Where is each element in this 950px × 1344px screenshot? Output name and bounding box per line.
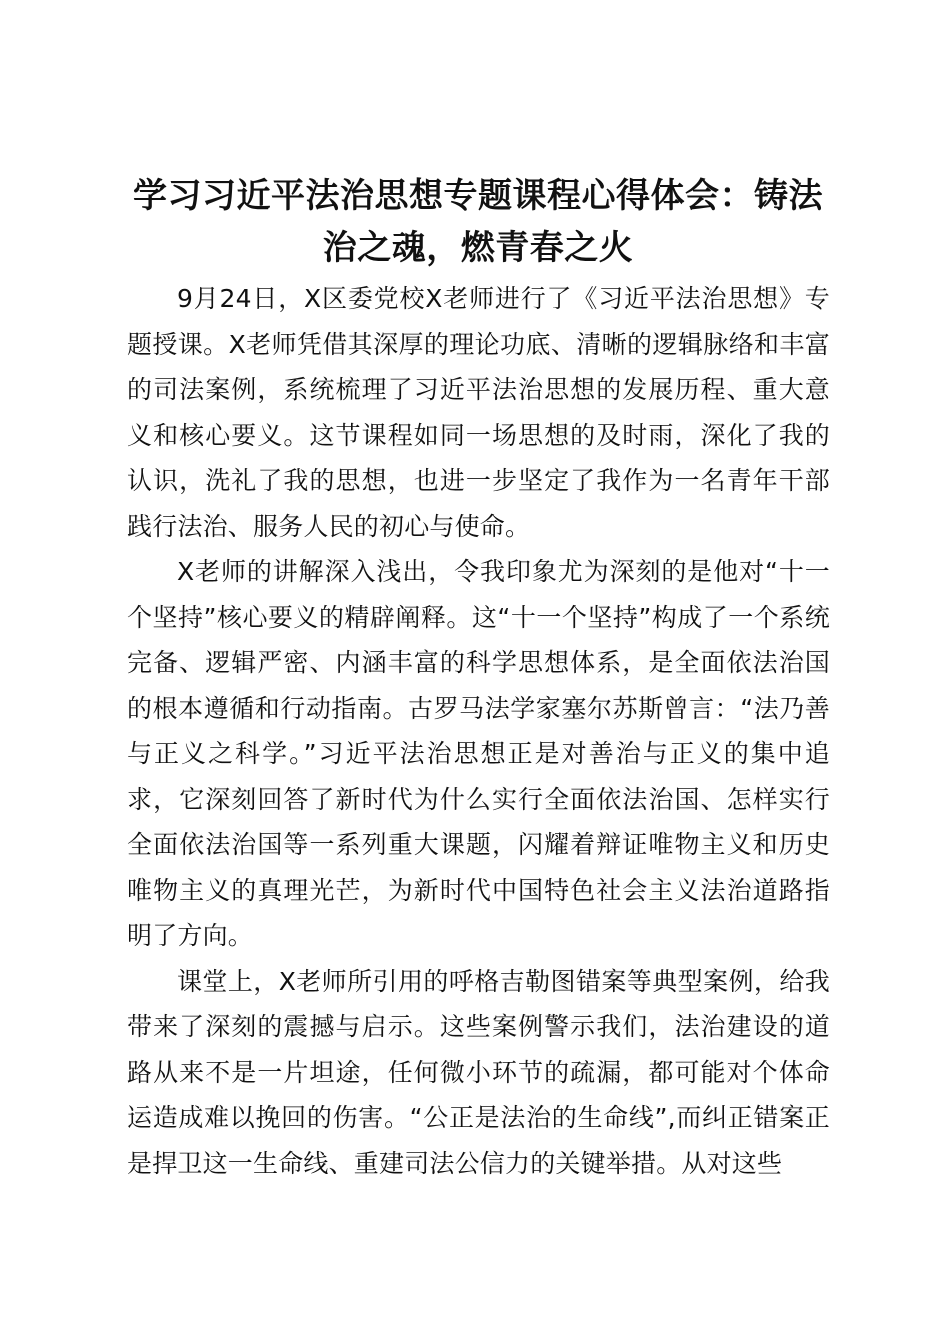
paragraph-3: 课堂上，X老师所引用的呼格吉勒图错案等典型案例，给我带来了深刻的震撼与启示。这些案例警示我们，法治建设的道路从来不是一片坦途，任何微小环节的疏漏，都可能对个体命运造成难以挽回的伤害。“公正是法治的生命线”,而纠正错案正是捍卫这一生命线、重建司法公信力的关键举措。从对这些 xyxy=(127,966,830,1178)
paragraph-1: 9月24日，X区委党校X老师进行了《习近平法治思想》专题授课。X老师凭借其深厚的理论功底、清晰的逻辑脉络和丰富的司法案例，系统梳理了习近平法治思想的发展历程、重大意义和核心要义。这节课程如同一场思想的及时雨，深化了我的认识，洗礼了我的思想，也进一步坚定了我作为一名青年干部践行法治、服务人民的初心与使命。 xyxy=(127,284,830,541)
document-body xyxy=(127,276,830,1186)
document-title: 学习习近平法治思想专题课程心得体会：铸法治之魂，燃青春之火 xyxy=(133,176,823,268)
paragraph-2: X老师的讲解深入浅出，令我印象尤为深刻的是他对“十一个坚持”核心要义的精辟阐释。这“十一个坚持”构成了一个系统完备、逻辑严密、内涵丰富的科学思想体系，是全面依法治国的根本遵循和行动指南。古罗马法学家塞尔苏斯曾言：“法乃善与正义之科学。”习近平法治思想正是对善治与正义的集中追求，它深刻回答了新时代为什么实行全面依法治国、怎样实行全面依法治国等一系列重大课题，闪耀着辩证唯物主义和历史唯物主义的真理光芒，为新时代中国特色社会主义法治道路指明了方向。 xyxy=(127,557,830,950)
